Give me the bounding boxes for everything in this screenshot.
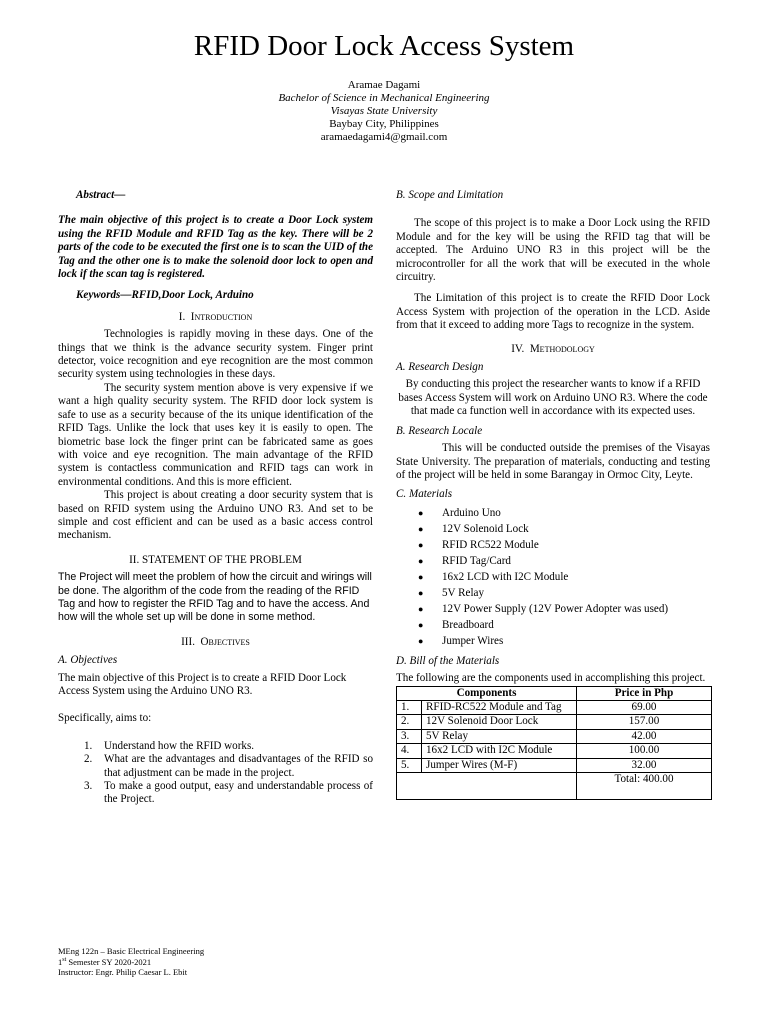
material-item	[396, 521, 710, 537]
page-footer	[58, 946, 204, 978]
keywords: Keywords—RFID,Door Lock, Arduino	[76, 289, 254, 302]
semester-number: 1	[58, 956, 63, 967]
material-text: 16x2 LCD with I2C Module	[442, 570, 569, 583]
row-component: Jumper Wires (M-F)	[422, 758, 577, 772]
footer-semester	[58, 957, 204, 968]
methodology-heading	[396, 343, 710, 356]
introduction-title: Introduction	[190, 310, 253, 323]
research-locale-heading: B. Research Locale	[396, 424, 483, 437]
material-item	[396, 633, 710, 649]
material-item	[396, 585, 710, 601]
total-spacer	[397, 772, 577, 799]
right-column	[396, 189, 710, 800]
author-degree: Bachelor of Science in Mechanical Engineering	[278, 92, 490, 104]
row-number: 4.	[397, 744, 422, 758]
row-price: 69.00	[577, 700, 712, 714]
bill-heading: D. Bill of the Materials	[396, 654, 500, 667]
bullet-icon: ●	[418, 603, 424, 614]
objective-item	[58, 753, 373, 780]
introduction-paragraph-2: The security system mention above is very expensive if we want a high quality security system. The RFID door lock system is safe to use as a security because of the its unique identification of the RFID Tags. Unlike the lock that uses key it is easily to open. The biometric base lock the finger print can be fabricated same as goes with voice and eye recognition. The main advantage of the RFID system is contactless communication and RFID tags can work in environmental conditions. And this is more efficient.	[58, 381, 373, 488]
row-price: 32.00	[577, 758, 712, 772]
objective-number: 2.	[84, 753, 93, 766]
author-block	[0, 79, 768, 144]
material-text: Jumper Wires	[442, 634, 504, 647]
row-component: RFID-RC522 Module and Tag	[422, 700, 577, 714]
introduction-numeral: I.	[178, 310, 186, 323]
material-text: 12V Power Supply (12V Power Adopter was used)	[442, 602, 669, 615]
problem-text: The Project will meet the problem of how the circuit and wirings will be done. The algorithm of the code from the reading of the RFID Tag and how to register the RFID Tag and to have the access. And how will the whole set up will be done in some method.	[58, 571, 372, 624]
objectives-heading	[58, 636, 373, 649]
introduction-paragraph-1: Technologies is rapidly moving in these days. One of the things that we think is the advance security system. Finger print detector, voice recognition and eye recognition are the most common security system using technologies in these days.	[58, 328, 373, 381]
row-price: 42.00	[577, 729, 712, 743]
author-university: Visayas State University	[330, 105, 438, 117]
footer-course: MEng 122n – Basic Electrical Engineering	[58, 946, 205, 956]
row-component: 12V Solenoid Door Lock	[422, 715, 577, 729]
bullet-icon: ●	[418, 619, 424, 630]
paper-title: RFID Door Lock Access System	[193, 30, 575, 62]
bullet-icon: ●	[418, 523, 424, 534]
objectives-text: The main objective of this Project is to create a RFID Door Lock Access System using the Arduino UNO R3.	[58, 671, 347, 697]
author-location: Baybay City, Philippines	[329, 118, 439, 130]
research-locale-text: This will be conducted outside the premises of the Visayas State University. The preparation of materials, conducting and testing of the project will be held in some Barangay in Ormoc City, Leyte.	[396, 442, 710, 481]
material-item	[396, 553, 710, 569]
materials-list	[396, 505, 710, 649]
research-design-text: By conducting this project the researcher wants to know if a RFID bases Access System will work on Arduino UNO R3. Where the code that made ca function well in accordance with its expected uses.	[398, 378, 708, 418]
introduction-paragraph-3: This project is about creating a door security system that is based on RFID system using the Arduino UNO R3. And set to be simple and cost efficient and can be used as a basic access control mechanism.	[58, 489, 373, 542]
objective-text: What are the advantages and disadvantages of the RFID so that adjustment can be made in the project.	[104, 753, 373, 779]
bullet-icon: ●	[418, 635, 424, 646]
scope-paragraph-1: The scope of this project is to make a Door Lock using the RFID Module and for the key will be using the RFID tag that will be accepted. The Arduino UNO R3 in this project will be the microcontroller for all the work that will be executed in the whole circuitry.	[396, 217, 710, 284]
materials-heading: C. Materials	[396, 488, 453, 501]
row-component: 5V Relay	[422, 729, 577, 743]
material-text: 5V Relay	[442, 586, 485, 599]
objective-item	[58, 740, 373, 753]
author-email: aramaedagami4@gmail.com	[320, 131, 448, 143]
scope-heading: B. Scope and Limitation	[396, 189, 504, 201]
bullet-icon: ●	[418, 587, 424, 598]
material-item	[396, 505, 710, 521]
table-total-row	[397, 772, 712, 799]
bill-of-materials-table	[396, 686, 712, 800]
objective-text: Understand how the RFID works.	[104, 739, 255, 752]
bill-intro: The following are the components used in accomplishing this project.	[396, 672, 706, 685]
row-price: 100.00	[577, 744, 712, 758]
components-header: Components	[397, 686, 577, 700]
material-text: Breadboard	[442, 618, 494, 631]
row-component: 16x2 LCD with I2C Module	[422, 744, 577, 758]
table-row	[397, 758, 712, 772]
row-number: 1.	[397, 700, 422, 714]
author-name: Aramae Dagami	[347, 79, 421, 91]
left-column	[58, 189, 373, 807]
objective-item	[58, 780, 373, 807]
footer-instructor: Instructor: Engr. Philip Caesar L. Ebit	[58, 967, 188, 977]
semester-suffix: st	[62, 956, 67, 963]
total-price: Total: 400.00	[577, 772, 712, 799]
table-row	[397, 744, 712, 758]
material-item	[396, 569, 710, 585]
objective-text: To make a good output, easy and understandable process of the Project.	[104, 780, 373, 806]
table-header-row	[397, 686, 712, 700]
abstract-text: The main objective of this project is to create a Door Lock system using the RFID Module and RFID Tag as the key. There will be 2 parts of the code to be executed the first one is to scan the UID of the Tag and the other one is to make the solenoid door lock to open and lock if the scan tag is registered.	[58, 214, 373, 281]
objectives-subheading: A. Objectives	[58, 654, 118, 667]
material-text: 12V Solenoid Lock	[442, 522, 529, 535]
objectives-list	[58, 740, 373, 807]
table-row	[397, 700, 712, 714]
methodology-numeral: IV.	[511, 342, 525, 355]
abstract-heading: Abstract—	[76, 189, 126, 201]
material-text: RFID RC522 Module	[442, 538, 539, 551]
aims-intro: Specifically, aims to:	[58, 712, 152, 725]
table-row	[397, 729, 712, 743]
bullet-icon: ●	[418, 571, 424, 582]
objective-number: 1.	[84, 739, 93, 752]
material-item	[396, 601, 710, 617]
bullet-icon: ●	[418, 539, 424, 550]
material-item	[396, 617, 710, 633]
research-design-heading: A. Research Design	[396, 361, 484, 374]
objective-number: 3.	[84, 780, 93, 793]
problem-heading: II. STATEMENT OF THE PROBLEM	[129, 553, 302, 566]
methodology-title: Methodology	[529, 342, 595, 355]
table-row	[397, 715, 712, 729]
introduction-heading	[58, 311, 373, 324]
row-number: 3.	[397, 729, 422, 743]
row-number: 5.	[397, 758, 422, 772]
material-text: RFID Tag/Card	[442, 554, 511, 567]
objectives-numeral: III.	[181, 635, 195, 648]
material-text: Arduino Uno	[442, 506, 501, 519]
objectives-title: Objectives	[200, 635, 250, 648]
material-item	[396, 537, 710, 553]
bullet-icon: ●	[418, 555, 424, 566]
price-header: Price in Php	[577, 686, 712, 700]
bullet-icon: ●	[418, 507, 424, 518]
row-price: 157.00	[577, 715, 712, 729]
semester-text: Semester SY 2020-2021	[66, 956, 152, 967]
row-number: 2.	[397, 715, 422, 729]
scope-paragraph-2: The Limitation of this project is to create the RFID Door Lock Access System with projection of the operation in the LCD. Aside from that it exceed to adding more Tags to recognize in the system.	[396, 292, 710, 332]
